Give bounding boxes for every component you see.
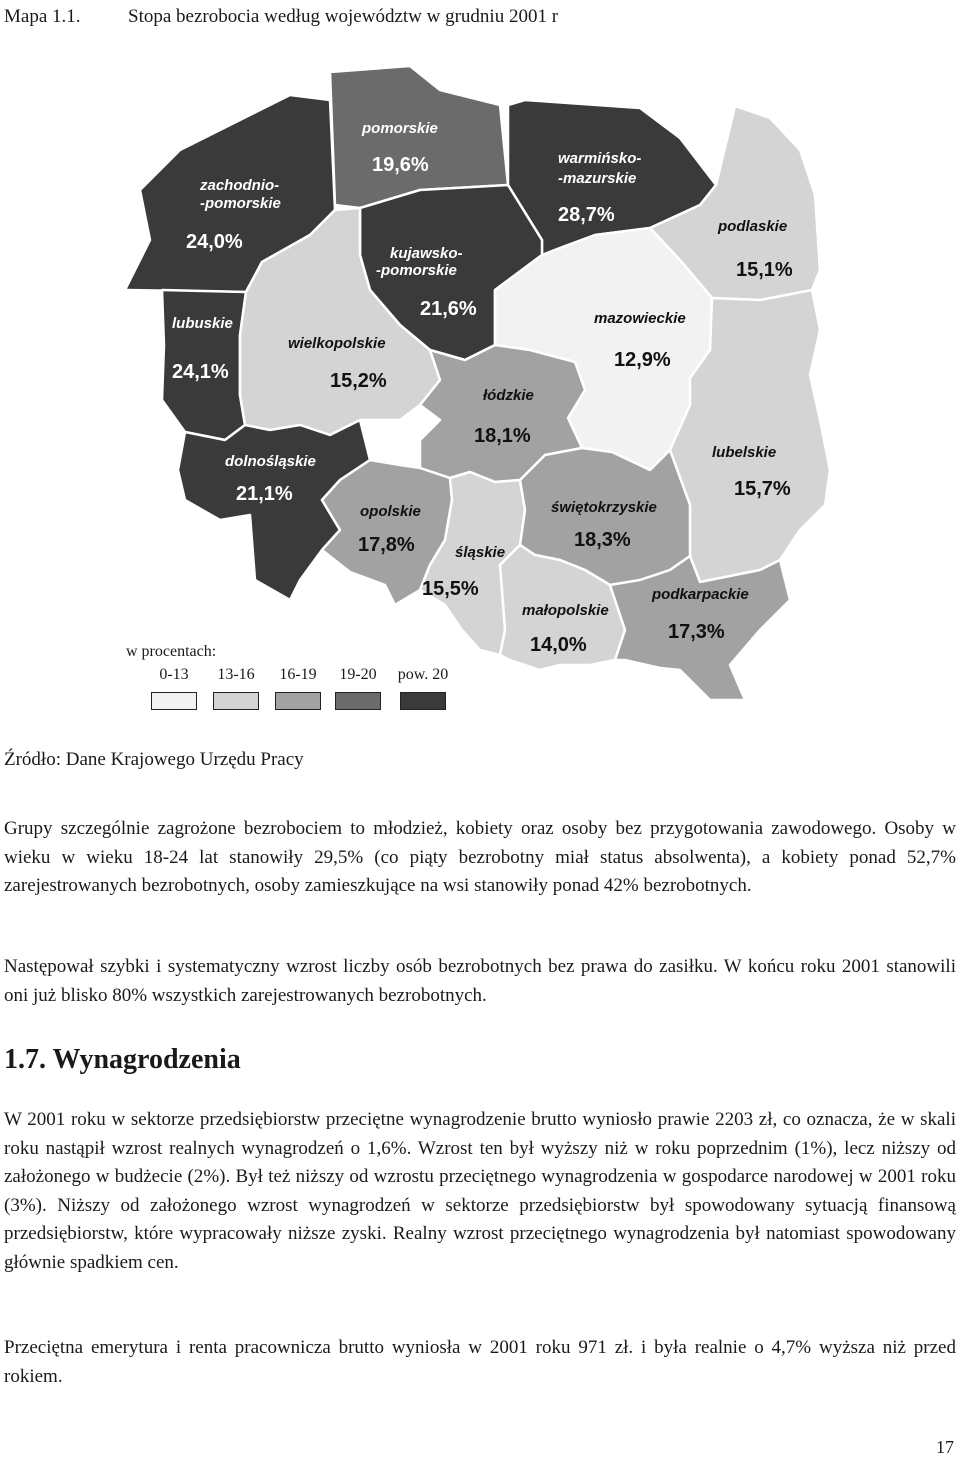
region-15-name-line-1: małopolskie: [522, 602, 609, 619]
region-3-value: 28,7%: [558, 204, 615, 226]
region-14-value: 18,3%: [574, 529, 631, 551]
caption-title: Stopa bezrobocia według województw w grudniu 2001 r: [128, 6, 559, 27]
paragraph-3: W 2001 roku w sektorze przedsiębiorstw przeciętne wynagrodzenie brutto wyniosło prawie 2203 zł, co oznacza, że w skali roku nastąpił wzrost realnych wynagrodzeń o 1,6%. Wzrost ten był wyższy niż w roku poprzednim (1%), lecz niższy od założonego w budżecie (2%). Był też niższy od wzrostu przeciętnego wynagrodzenia w gospodarce narodowej w 2001 roku (3%). Niższy od założonego wzrost wynagrodzeń w sektorze przedsiębiorstw był spowodowany sytuacją finansową przedsiębiorstw, które wypracowały niższe zyski. Realny wzrost przeciętnego wynagrodzenia był natomiast spowodowany głównie spadkiem cen.: [4, 1109, 956, 1273]
legend-label: 0-13: [159, 666, 189, 683]
region-5-name-line-1: kujawsko-: [390, 245, 463, 262]
section-heading: 1.7. Wynagrodzenia: [4, 1044, 241, 1075]
region-16-name-line-1: podkarpackie: [652, 586, 749, 603]
legend-swatch: [275, 692, 321, 710]
legend-swatch: [213, 692, 259, 710]
legend-swatch: [400, 692, 446, 710]
region-15-value: 14,0%: [530, 634, 587, 656]
legend-item: [270, 666, 326, 710]
poland-voivodeship-map: [0, 40, 960, 720]
region-2-name-line-1: pomorskie: [362, 120, 438, 137]
region-6-value: 24,1%: [172, 361, 229, 383]
region-8-name-line-1: mazowieckie: [594, 310, 686, 327]
map-caption: [4, 6, 558, 28]
region-6-name-line-1: lubuskie: [172, 315, 233, 332]
region-14-name-line-1: świętokrzyskie: [551, 499, 657, 516]
legend-label: pow. 20: [397, 666, 449, 683]
legend-title: w procentach:: [126, 643, 217, 660]
region-16-value: 17,3%: [668, 621, 725, 643]
paragraph-2: Następował szybki i systematyczny wzrost liczby osób bezrobotnych bez prawa do zasiłku. W końcu roku 2001 stanowili oni już blisko 80% wszystkich zarejestrowanych bezrobotnych.: [4, 956, 956, 1006]
region-12-value: 17,8%: [358, 534, 415, 556]
region-2-value: 19,6%: [372, 154, 429, 176]
region-13-value: 15,5%: [422, 578, 479, 600]
region-12-name-line-1: opolskie: [360, 503, 421, 520]
region-4-name-line-1: podlaskie: [718, 218, 788, 235]
region-13-name-line-1: śląskie: [455, 544, 506, 561]
region-3-name-line-2: -mazurskie: [558, 170, 637, 187]
region-4-value: 15,1%: [736, 259, 793, 281]
legend-item: [208, 666, 264, 710]
caption-number: Mapa 1.1.: [4, 6, 81, 27]
region-1-name-line-1: zachodnio-: [200, 177, 280, 194]
paragraph-1: Grupy szczególnie zagrożone bezrobociem to młodzież, kobiety oraz osoby bez przygotowania zawodowego. Osoby w wieku w wieku 18-24 lat stanowiły 29,5% (co piąty bezrobotny miał status absolwenta), a kobiety ponad 52,7% zarejestrowanych bezrobotnych, osoby zamieszkujące na wsi stanowiły ponad 42% bezrobotnych.: [4, 818, 956, 896]
region-9-name-line-1: łódzkie: [483, 387, 534, 404]
legend-item: [390, 666, 456, 710]
region-11-name-line-1: dolnośląskie: [225, 453, 316, 470]
legend-item: [146, 666, 202, 710]
region-1-value: 24,0%: [186, 231, 243, 253]
region-10-value: 15,7%: [734, 478, 791, 500]
legend-swatch: [335, 692, 381, 710]
legend-label: 13-16: [217, 666, 255, 683]
paragraph-4: Przeciętna emerytura i renta pracownicza brutto wyniosła w 2001 roku 971 zł. i była realnie o 4,7% wyższa niż przed rokiem.: [4, 1337, 956, 1387]
region-9-value: 18,1%: [474, 425, 531, 447]
region-5-name-line-2: -pomorskie: [376, 262, 457, 279]
region-7-value: 15,2%: [330, 370, 387, 392]
region-3-name-line-1: warmińsko-: [558, 150, 642, 167]
region-11-value: 21,1%: [236, 483, 293, 505]
region-1-name-line-2: -pomorskie: [200, 195, 281, 212]
region-7-name-line-1: wielkopolskie: [288, 335, 386, 352]
legend-swatch: [151, 692, 197, 710]
source-note: Źródło: Dane Krajowego Urzędu Pracy: [4, 749, 304, 770]
legend-item: [330, 666, 386, 710]
region-5-value: 21,6%: [420, 298, 477, 320]
legend-label: 19-20: [339, 666, 377, 683]
region-8-value: 12,9%: [614, 349, 671, 371]
region-10-name-line-1: lubelskie: [712, 444, 777, 461]
legend-label: 16-19: [279, 666, 317, 683]
page-number: 17: [936, 1437, 954, 1457]
